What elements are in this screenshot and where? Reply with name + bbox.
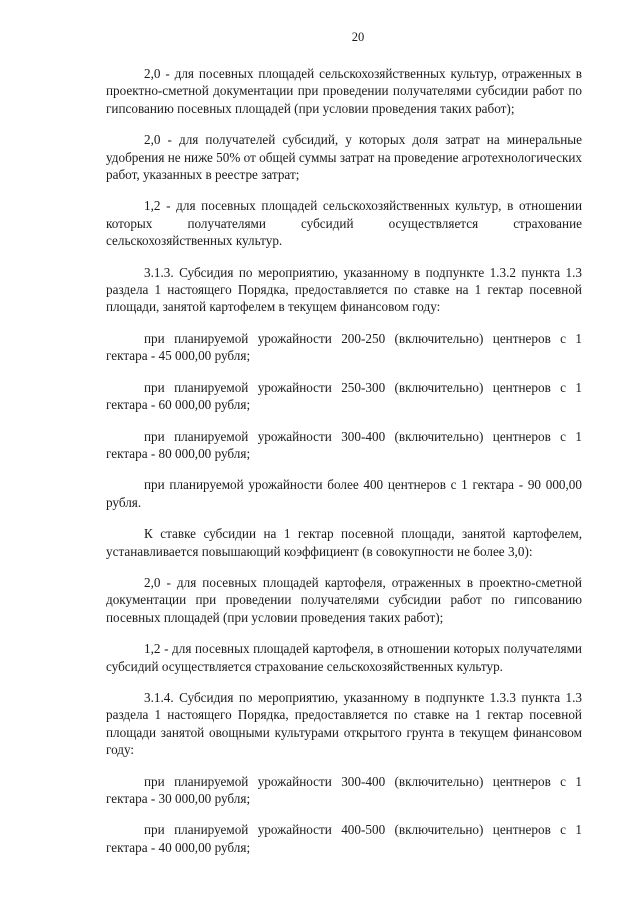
paragraph-veg-yield-300-400: при планируемой урожайности 300-400 (включительно) центнеров с 1 гектара - 30 000,00 рубля; (106, 773, 582, 806)
paragraph-coefficient-fertilizer: 2,0 - для получателей субсидий, у которых доля затрат на минеральные удобрения не ниже 50% от общей суммы затрат на проведение агротехнологических работ, указанных в реестре затрат; (106, 132, 582, 183)
paragraph-coefficient-insurance: 1,2 - для посевных площадей сельскохозяйственных культур, в отношении которых получателями субсидий осуществляется страхование сельскохозяйственных культур. (106, 198, 582, 249)
page-number: 20 (351, 30, 365, 44)
paragraph-section-3-1-3: 3.1.3. Субсидия по мероприятию, указанному в подпункте 1.3.2 пункта 1.3 раздела 1 настоящего Порядка, предоставляется по ставке на 1 гектар посевной площади, занятой картофелем в текущем финансовом году: (106, 264, 582, 315)
paragraph-yield-300-400: при планируемой урожайности 300-400 (включительно) центнеров с 1 гектара - 80 000,00 рубля; (106, 428, 582, 461)
paragraph-yield-200-250: при планируемой урожайности 200-250 (включительно) центнеров с 1 гектара - 45 000,00 рубля; (106, 330, 582, 364)
paragraph-yield-over-400: при планируемой урожайности более 400 центнеров с 1 гектара - 90 000,00 рубля. (106, 477, 582, 510)
paragraph-potato-coefficient-gypsum: 2,0 - для посевных площадей картофеля, отраженных в проектно-сметной документации при проведении получателями субсидии работ по гипсованию посевных площадей (при условии проведения таких работ); (106, 574, 582, 625)
paragraph-potato-coefficient-intro: К ставке субсидии на 1 гектар посевной площади, занятой картофелем, устанавливается повышающий коэффициент (в совокупности не более 3,0): (106, 526, 582, 559)
paragraph-yield-250-300: при планируемой урожайности 250-300 (включительно) центнеров с 1 гектара - 60 000,00 рубля; (106, 379, 582, 413)
paragraph-veg-yield-400-500: при планируемой урожайности 400-500 (включительно) центнеров с 1 гектара - 40 000,00 рубля; (106, 822, 582, 855)
paragraph-coefficient-gypsum: 2,0 - для посевных площадей сельскохозяйственных культур, отраженных в проектно-сметной документации при проведении получателями субсидии работ по гипсованию посевных площадей (при условии проведения таких работ); (106, 66, 582, 116)
paragraph-section-3-1-4: 3.1.4. Субсидия по мероприятию, указанному в подпункте 1.3.3 пункта 1.3 раздела 1 настоящего Порядка, предоставляется по ставке на 1 гектар посевной площади занятой овощными культурами открытого грунта в текущем финансовом году: (106, 689, 582, 758)
paragraph-potato-coefficient-insurance: 1,2 - для посевных площадей картофеля, в отношении которых получателями субсидий осуществляется страхование сельскохозяйственных культур. (106, 641, 582, 674)
